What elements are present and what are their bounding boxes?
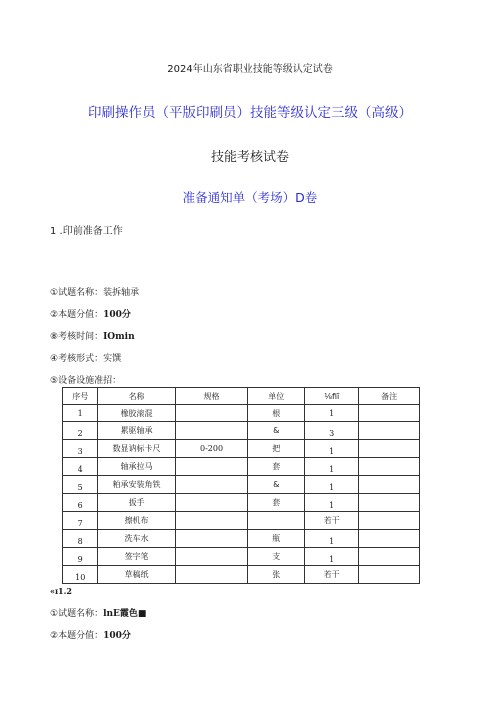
cell-spec — [175, 566, 248, 584]
cell-qty: 1 — [305, 494, 359, 512]
notice-title: 准备通知单（考场）D卷 — [182, 190, 318, 205]
header-name: 名称 — [98, 388, 175, 405]
table-body — [63, 405, 420, 584]
cell-name: 累驱轴承 — [98, 422, 175, 440]
cell-qty: 若干 — [305, 566, 359, 584]
score-label: ②本题分值： — [50, 631, 104, 641]
cell-unit: 张 — [248, 566, 305, 584]
exam-sub-title: 技能考核试卷 — [210, 150, 289, 165]
cell-note — [359, 566, 420, 584]
cell-name: 数显讷标卡尺 — [98, 440, 175, 458]
cell-unit: 瓶 — [248, 530, 305, 548]
cell-qty: 1 — [305, 476, 359, 494]
header-spec: 规格 — [175, 388, 248, 405]
cell-name: 草稿纸 — [98, 566, 175, 584]
table-row — [63, 458, 420, 476]
cell-spec — [175, 458, 248, 476]
cell-qty: 若干 — [305, 512, 359, 530]
cell-unit: & — [248, 476, 305, 494]
table-row — [63, 476, 420, 494]
score-label: ②本题分值： — [50, 310, 104, 320]
section-2-title: «ɪ1.2 — [50, 586, 72, 596]
name-label: ①试题名称： — [50, 609, 104, 619]
section-1-title: 1 .印前准备工作 — [50, 226, 123, 237]
cell-qty: 3 — [305, 422, 359, 440]
exam-year-title: 2024年山东省职业技能等级认定试卷 — [167, 64, 333, 75]
cell-note — [359, 548, 420, 566]
cell-qty: 1 — [305, 458, 359, 476]
name-value: lnE霞色■ — [103, 609, 147, 619]
question-name: ①试题名称：装拆轴承 — [50, 288, 140, 298]
header-unit: 单位 — [248, 388, 305, 405]
table-row — [63, 494, 420, 512]
cell-qty: 1 — [305, 440, 359, 458]
table-row — [63, 548, 420, 566]
exam-time — [50, 329, 135, 342]
cell-no: 8 — [63, 530, 98, 548]
cell-note — [359, 440, 420, 458]
cell-note — [359, 512, 420, 530]
cell-unit — [248, 512, 305, 530]
cell-unit: & — [248, 422, 305, 440]
cell-unit: 套 — [248, 494, 305, 512]
question-2-name — [50, 606, 146, 619]
cell-no: 9 — [63, 548, 98, 566]
cell-qty: 1 — [305, 405, 359, 422]
cell-name: 轴承拉马 — [98, 458, 175, 476]
cell-name: 洗车水 — [98, 530, 175, 548]
table-row — [63, 512, 420, 530]
cell-name: 扳手 — [98, 494, 175, 512]
cell-no: 2 — [63, 422, 98, 440]
time-value: IOmin — [103, 332, 135, 342]
cell-no: 5 — [63, 476, 98, 494]
cell-spec — [175, 405, 248, 422]
cell-note — [359, 494, 420, 512]
header-no: 序号 — [63, 388, 98, 405]
exam-form: ④考核形式：实馔 — [50, 354, 122, 364]
header-note: 备注 — [359, 388, 420, 405]
cell-note — [359, 458, 420, 476]
cell-unit: 支 — [248, 548, 305, 566]
cell-no: 3 — [63, 440, 98, 458]
table-row — [63, 530, 420, 548]
table-row — [63, 440, 420, 458]
time-label: ⑧考核时间： — [50, 332, 104, 342]
cell-name: 签字笔 — [98, 548, 175, 566]
table-row — [63, 405, 420, 422]
cell-unit: 套 — [248, 458, 305, 476]
cell-spec: 0-200 — [175, 440, 248, 458]
cell-name: 擦机布 — [98, 512, 175, 530]
score-value: 100分 — [103, 631, 131, 641]
cell-name: 粕承安装角铁 — [98, 476, 175, 494]
cell-note — [359, 476, 420, 494]
cell-unit: 根 — [248, 405, 305, 422]
equipment-table — [62, 387, 420, 584]
cell-spec — [175, 530, 248, 548]
table-row — [63, 422, 420, 440]
cell-spec — [175, 494, 248, 512]
cell-spec — [175, 476, 248, 494]
cell-no: 1 — [63, 405, 98, 422]
table-row — [63, 566, 420, 584]
cell-note — [359, 405, 420, 422]
cell-note — [359, 422, 420, 440]
cell-name: 橡胶滚混 — [98, 405, 175, 422]
cell-spec — [175, 512, 248, 530]
cell-qty: 1 — [305, 548, 359, 566]
cell-spec — [175, 422, 248, 440]
cell-no: 7 — [63, 512, 98, 530]
question-2-score — [50, 628, 131, 641]
cell-qty: 1 — [305, 530, 359, 548]
equipment-title: ⑤设备设施准招： — [50, 376, 122, 386]
cell-no: 10 — [63, 566, 98, 584]
cell-spec — [175, 548, 248, 566]
cell-unit: 把 — [248, 440, 305, 458]
header-qty: ⅛fiī — [305, 388, 359, 405]
score-value: 100分 — [103, 310, 131, 320]
cell-note — [359, 530, 420, 548]
question-score — [50, 307, 131, 320]
table-header-row — [63, 388, 420, 405]
cell-no: 6 — [63, 494, 98, 512]
cell-no: 4 — [63, 458, 98, 476]
exam-main-title: 印刷操作员（平版印刷员）技能等级认定三级（高级） — [88, 105, 412, 121]
